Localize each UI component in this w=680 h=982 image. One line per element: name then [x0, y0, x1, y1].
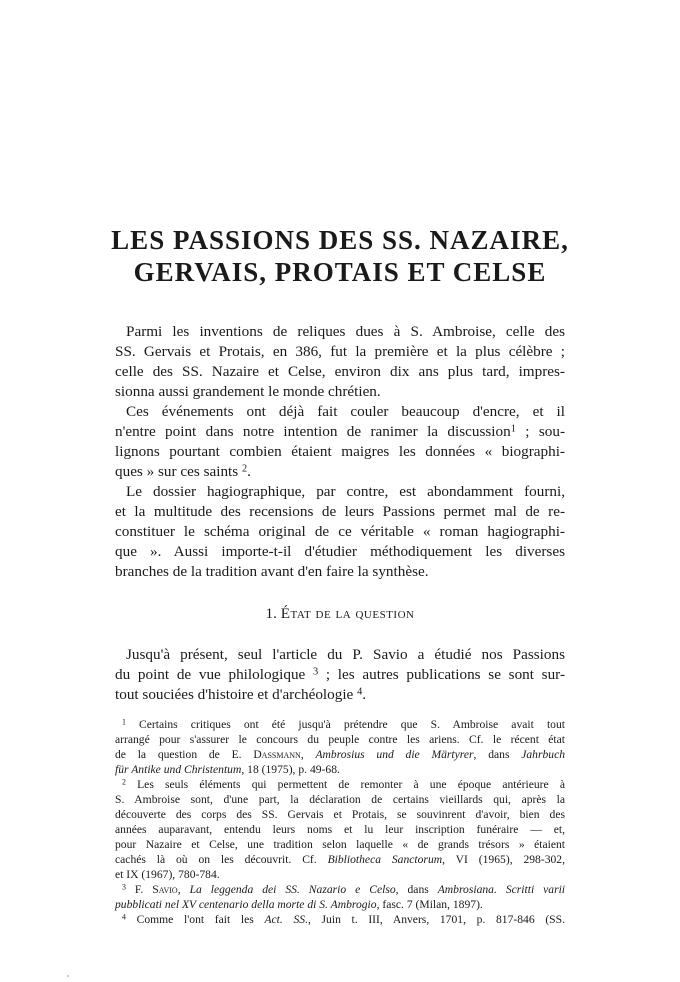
- footnote-ref: 2: [241, 463, 248, 475]
- section-number: 1.: [265, 605, 277, 622]
- footnote-4: $^4$ Comme l'ont fait les Act. SS., Juin t. III, Anvers, 1701, p. 817-846 (SS.: [122, 912, 565, 926]
- scan-speck: [67, 975, 69, 977]
- footnote-mark: 4: [122, 912, 126, 922]
- section-title: [115, 604, 565, 624]
- footnote-ref: 3: [313, 666, 319, 678]
- body-line: branches de la tradition avant d'en faire la synthèse.: [115, 563, 429, 580]
- title-line-2: GERVAIS, PROTAIS ET CELSE: [133, 257, 547, 287]
- body-line: Parmi les inventions de reliques dues à S. Ambroise, celle des: [126, 323, 565, 340]
- body-line: du point de vue philologique $^3$ ; les autres publications se sont sur-: [115, 666, 565, 683]
- footnote-line: cachés là où on les découvrit. Cf. Bibliotheca Sanctorum, VI (1965), 298-302,: [115, 853, 565, 866]
- body-line: Ces événements ont déjà fait couler beaucoup d'encre, et il: [126, 403, 565, 420]
- footnote-1: $^1$ Certains critiques ont été jusqu'à prétendre que S. Ambroise avait tout: [122, 717, 565, 731]
- footnote-mark: 1: [122, 717, 126, 727]
- footnote-mark: 2: [122, 777, 126, 787]
- footnote-line: années auparavant, entendu leurs noms et lu leur inscription funéraire — et,: [115, 823, 565, 836]
- body-line: que ». Aussi importe-t-il d'étudier méthodiquement les diverses: [115, 543, 565, 560]
- footnote-ref: 4: [357, 686, 363, 698]
- footnote-line: arrangé pour s'assurer le concours du peuple contre les ariens. Cf. le récent état: [115, 733, 565, 746]
- body-line: tout souciées d'histoire et d'archéologie $^4$.: [115, 686, 367, 703]
- title-line-1: LES PASSIONS DES SS. NAZAIRE,: [111, 225, 569, 255]
- body-line: sionna aussi grandement le monde chrétien.: [115, 383, 381, 400]
- body-line: SS. Gervais et Protais, en 386, fut la première et la plus célèbre ;: [115, 343, 565, 360]
- footnote-line: pubblicati nel XV centenario della morte di S. Ambrogio, fasc. 7 (Milan, 1897).: [115, 898, 483, 911]
- body-line: Jusqu'à présent, seul l'article du P. Savio a étudié nos Passions: [126, 646, 565, 663]
- footnote-line: et IX (1967), 780-784.: [115, 868, 220, 881]
- footnote-line: für Antike und Christentum, 18 (1975), p. 49-68.: [115, 763, 340, 776]
- footnote-line: découverte des corps des SS. Gervais et Protais, se souvinrent d'avoir, bien des: [115, 808, 565, 821]
- footnote-2: $^2$ Les seuls éléments qui permettent de remonter à une époque antérieure à: [122, 777, 565, 791]
- body-line: Le dossier hagiographique, par contre, est abondamment fourni,: [126, 483, 565, 500]
- body-line: n'entre point dans notre intention de ranimer la discussion$^1$ ; sou-: [115, 423, 566, 440]
- footnote-line: pour Nazaire et Celse, une tradition selon laquelle « de grands trésors » étaient: [115, 838, 565, 851]
- footnote-mark: 3: [122, 882, 126, 892]
- body-line: lignons pourtant combien étaient maigres les données « biographi-: [115, 443, 565, 460]
- body-line: et la multitude des recensions de leurs Passions permet mal de re-: [115, 503, 565, 520]
- body-line: ques » sur ces saints $^2$.: [115, 463, 251, 480]
- footnote-3: $^3$ F. Savio, La leggenda dei SS. Nazario e Celso, dans Ambrosiana. Scritti varii: [122, 882, 566, 896]
- body-line: celle des SS. Nazaire et Celse, environ dix ans plus tard, impres-: [115, 363, 565, 380]
- footnote-line: de la question de E. Dassmann, Ambrosius und die Märtyrer, dans Jahrbuch: [115, 748, 566, 761]
- body-line: constituer le schéma original de ce véritable « roman hagiographi-: [115, 523, 565, 540]
- footnote-ref: 1: [510, 423, 516, 435]
- section-title-text: État de la question: [280, 605, 415, 622]
- footnote-line: S. Ambroise sont, d'une part, la déclaration de certains vieillards qui, après la: [115, 793, 565, 806]
